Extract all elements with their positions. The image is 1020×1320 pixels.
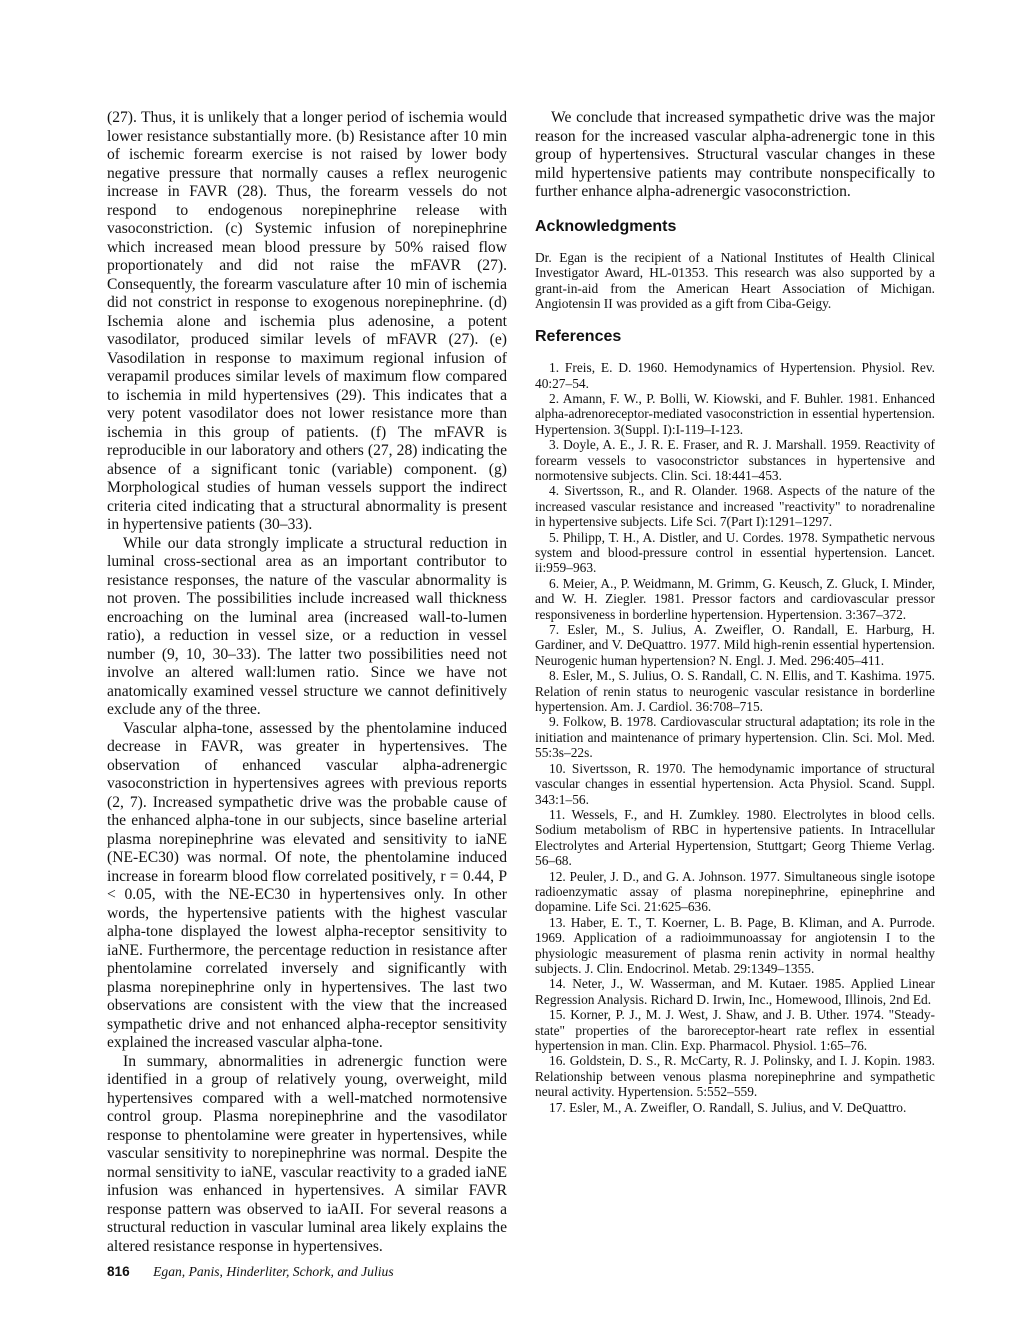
left-column <box>107 109 507 1256</box>
body-paragraph: While our data strongly implicate a structural reduction in luminal cross-sectional area as an important contributor to resistance responses, the nature of the vascular abnormality is not proven. The possibilities include increased wall thickness encroaching on the luminal area (increased wall-to-lumen ratio), a reduction in vessel size, or a reduction in vessel number (9, 10, 30–33). The latter two possibilities need not involve an altered wall:lumen ratio. Since we have not anatomically examined vessel structure we cannot definitively exclude any of the three. <box>107 534 507 718</box>
page-number: 816 <box>107 1264 130 1279</box>
reference-item: 12. Peuler, J. D., and G. A. Johnson. 1977. Simultaneous single isotope radioenzymatic assay of plasma norepinephrine, epinephrine and dopamine. Life Sci. 21:625–636. <box>535 868 935 915</box>
conclusion-paragraph: We conclude that increased sympathetic drive was the major reason for the increased vascular alpha-adrenergic tone in this group of hypertensives. Structural vascular changes in these mild hypertensive patients may contribute nonspecifically to further enhance alpha-adrenergic vasoconstriction. <box>535 109 935 200</box>
reference-item: 15. Korner, P. J., M. J. West, J. Shaw, and J. B. Uther. 1974. "Steady-state" properties of the baroreceptor-heart rate reflex in essential hypertension in man. Clin. Exp. Pharmacol. Physiol. 1:65–76. <box>535 1007 935 1053</box>
acknowledgments-text: Dr. Egan is the recipient of a National Institutes of Health Clinical Investigator Award, HL-01353. This research was also supported by a grant-in-aid from the American Heart Association of Michigan. Angiotensin II was provided as a gift from Ciba-Geigy. <box>535 250 935 312</box>
body-paragraph: Vascular alpha-tone, assessed by the phentolamine induced decrease in FAVR, was greater in hypertensives. The observation of enhanced vascular alpha-adrenergic vasoconstriction in hypertensives agrees with previous reports (2, 7). Increased sympathetic drive was the probable cause of the enhanced alpha-tone in our subjects, since baseline arterial plasma norepinephrine was elevated and sensitivity to iaNE (NE-EC30) was normal. Of note, the phentolamine induced increase in forearm blood flow correlated positively, r = 0.44, P < 0.05, with the NE-EC30 in hypertensives only. In other words, the hypertensive patients with the highest vascular alpha-tone displayed the lowest alpha-receptor sensitivity to iaNE. Furthermore, the percentage reduction in resistance after phentolamine correlated inversely and significantly with plasma norepinephrine only in hypertensives. The last two observations are consistent with the view that the increased sympathetic drive and not enhanced alpha-receptor sensitivity explained the increased vascular alpha-tone. <box>107 719 507 1051</box>
references-heading: References <box>535 327 622 345</box>
reference-item: 4. Sivertsson, R., and R. Olander. 1968. Aspects of the nature of the increased vascular resistance and increased "reactivity" to noradrenaline in hypertensive subjects. Life Sci. 7(Part I):1291–1297. <box>535 483 935 530</box>
body-paragraph: (27). Thus, it is unlikely that a longer period of ischemia would lower resistance substantially more. (b) Resistance after 10 min of ischemic forearm exercise is not raised by lower body negative pressure that normally causes a reflex neurogenic increase in FAVR (28). Thus, the forearm vessels do not respond to endogenous norepinephrine release with vasoconstriction. (c) Systemic infusion of norepinephrine which increased mean blood pressure by 50% raised flow proportionately and did not raise the mFAVR (27). Consequently, the forearm vasculature after 10 min of ischemia did not constrict in response to exogenous norepinephrine. (d) Ischemia alone and ischemia plus adenosine, a potent vasodilator, produced similar levels of mFAVR (27). (e) Vasodilation in response to maximum regional infusion of verapamil produces similar levels of maximum flow compared to ischemia in mild hypertensives (29). This indicates that a very potent vasodilator does not lower resistance more than ischemia in this group of patients. (f) The mFAVR is reproducible in our laboratory and others (27, 28) indicating the absence of a significant tonic (variable) component. (g) Morphological studies of human vessels support the indirect criteria cited indicating that a structural abnormality is present in hypertensive patients (30–33). <box>107 109 507 533</box>
reference-item: 3. Doyle, A. E., J. R. E. Fraser, and R. J. Marshall. 1959. Reactivity of forearm vessels to vasoconstrictor substances in hypertensive and normotensive subjects. Clin. Sci. 18:441–453. <box>535 437 935 483</box>
reference-item: 7. Esler, M., S. Julius, A. Zweifler, O. Randall, E. Harburg, H. Gardiner, and V. DeQuattro. 1977. Mild high-renin essential hypertension. Neurogenic human hypertension? N. Engl. J. Med. 296:405–411. <box>535 622 935 668</box>
body-paragraph: In summary, abnormalities in adrenergic function were identified in a group of relatively young, overweight, mild hypertensives compared with a well-matched normotensive control group. Plasma norepinephrine and the vasodilator response to phentolamine were greater in hypertensives, while vascular sensitivity to norepinephrine was normal. Despite the normal sensitivity to iaNE, vascular reactivity to a graded iaNE infusion was enhanced in hypertensives. A similar FAVR response pattern was observed to iaAII. For several reasons a structural reduction in vascular luminal area likely explains the altered resistance response in hypertensives. <box>107 1052 507 1255</box>
reference-item: 8. Esler, M., S. Julius, O. S. Randall, C. N. Ellis, and T. Kashima. 1975. Relation of renin status to neurogenic vascular resistance in borderline hypertension. Am. J. Cardiol. 36:708–715. <box>535 668 935 715</box>
reference-item: 17. Esler, M., A. Zweifler, O. Randall, S. Julius, and V. DeQuattro. <box>549 1099 907 1115</box>
reference-item: 5. Philipp, T. H., A. Distler, and U. Cordes. 1978. Sympathetic nervous system and blood-pressure control in essential hypertension. Lancet. ii:959–963. <box>535 529 935 576</box>
reference-item: 13. Haber, E. T., T. Koerner, L. B. Page, B. Kliman, and A. Purrode. 1969. Application of a radioimmunoassay for angiotensin I to the physiologic measurement of plasma renin activity in normal healthy subjects. J. Clin. Endocrinol. Metab. 29:1349–1355. <box>535 914 935 976</box>
page-footer <box>107 1264 394 1280</box>
reference-item: 16. Goldstein, D. S., R. McCarty, R. J. Polinsky, and I. J. Kopin. 1983. Relationship between venous plasma norepinephrine and sympathetic neural activity. Hypertension. 5:552–559. <box>535 1053 935 1100</box>
reference-item: 1. Freis, E. D. 1960. Hemodynamics of Hypertension. Physiol. Rev. 40:27–54. <box>535 360 935 391</box>
running-authors: Egan, Panis, Hinderliter, Schork, and Julius <box>153 1264 394 1279</box>
reference-item: 10. Sivertsson, R. 1970. The hemodynamic importance of structural vascular changes in essential hypertension. Acta Physiol. Scand. Suppl. 343:1–56. <box>535 760 935 807</box>
acknowledgments-heading: Acknowledgments <box>535 217 677 235</box>
reference-item: 2. Amann, F. W., P. Bolli, W. Kiowski, and F. Buhler. 1981. Enhanced alpha-adrenoreceptor-mediated vasoconstriction in essential hypertension. Hypertension. 3(Suppl. I):I-119–I-123. <box>535 390 935 437</box>
references-list <box>535 360 935 1115</box>
reference-item: 11. Wessels, F., and H. Zumkley. 1980. Electrolytes in blood cells. Sodium metabolism of RBC in hypertensive patients. In Intracellular Electrolytes and Arterial Hypertension, Stuttgart; Georg Thieme Verlag. 56–68. <box>535 806 935 869</box>
reference-item: 9. Folkow, B. 1978. Cardiovascular structural adaptation; its role in the initiation and maintenance of primary hypertension. Clin. Sci. Mol. Med. 55:3s–22s. <box>535 714 935 761</box>
reference-item: 6. Meier, A., P. Weidmann, M. Grimm, G. Keusch, Z. Gluck, I. Minder, and W. H. Ziegler. 1981. Pressor factors and cardiovascular pressor responsiveness in borderline hypertension. Hypertension. 3:367–372. <box>535 575 935 622</box>
reference-item: 14. Neter, J., W. Wasserman, and M. Kutaer. 1985. Applied Linear Regression Analysis. Richard D. Irwin, Inc., Homewood, Illinois, 2nd Ed. <box>535 976 935 1007</box>
right-column <box>535 109 935 1115</box>
